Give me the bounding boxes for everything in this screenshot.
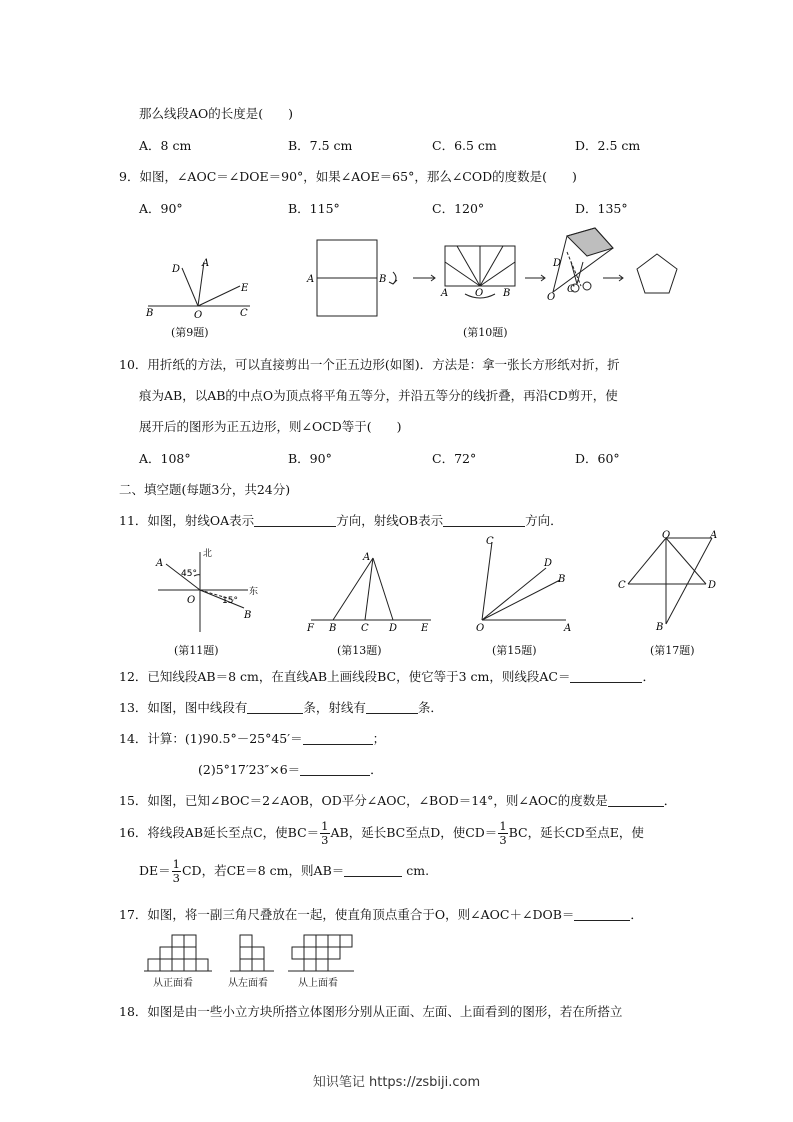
q9-option-d: D．135° — [575, 201, 628, 216]
fig13-label-e: E — [421, 623, 429, 632]
q8-option-c: C．6.5 cm — [432, 138, 497, 153]
q17-blank[interactable] — [574, 908, 630, 921]
q14-part-b: ； — [372, 731, 386, 746]
q15-part-a: 15．如图，已知∠BOC＝2∠AOB，OD平分∠AOC，∠BOD＝14°，则∠AOC的度数是 — [119, 793, 608, 808]
q13-blank-2[interactable] — [366, 701, 418, 714]
q9-option-c: C．120° — [432, 201, 485, 216]
fig9-caption: (第9题) — [171, 326, 209, 339]
q16-part-b: AB，延长BC至点D，使CD＝ — [330, 825, 498, 840]
q9-option-b: B．115° — [288, 201, 340, 216]
fig11-angle-15: 15° — [222, 596, 238, 606]
q14-stem-1 — [119, 729, 385, 747]
fig11-label-o: O — [187, 595, 196, 606]
q9-stem: 9．如图，∠AOC＝∠DOE＝90°，如果∠AOE＝65°，那么∠COD的度数是( ) — [119, 169, 577, 184]
q12-blank[interactable] — [570, 670, 642, 683]
fig15-label-o: O — [476, 623, 485, 634]
q16-stem-2 — [139, 858, 429, 885]
q16-part-e: CD，若CE＝8 cm，则AB＝ — [181, 863, 345, 878]
q16-fraction-1: $\frac{1}{3}$ — [321, 819, 329, 847]
fig10-label-b1: B — [379, 274, 387, 285]
fig10-label-b2: B — [503, 288, 511, 299]
q10-stem-line2: 痕为AB，以AB的中点O为顶点将平角五等分，并沿五等分的线折叠，再沿CD剪开，使 — [139, 388, 618, 403]
fig9-label-o: O — [194, 310, 203, 321]
figure-q10 — [305, 222, 695, 322]
fig9-label-d: D — [172, 264, 181, 275]
figure-q11 — [150, 546, 265, 636]
fig10-label-d: D — [553, 258, 562, 269]
q10-stem-line1: 10．用折纸的方法，可以直接剪出一个正五边形(如图)．方法是：拿一张长方形纸对折，折 — [119, 357, 620, 372]
fig10-label-a2: A — [441, 288, 449, 299]
q11-stem — [119, 511, 563, 529]
q14-blank-1[interactable] — [303, 732, 373, 745]
q8-option-d: D．2.5 cm — [575, 138, 641, 153]
q16-part-c: BC，延长CD至点E，使 — [508, 825, 644, 840]
fig10-caption: (第10题) — [463, 326, 508, 339]
q11-part-c: 方向． — [525, 513, 563, 528]
q11-part-b: 方向，射线OB表示 — [336, 513, 444, 528]
q13-blank-1[interactable] — [247, 701, 303, 714]
q16-fraction-2: $\frac{1}{3}$ — [499, 819, 507, 847]
fig13-caption: (第13题) — [337, 644, 382, 657]
fig9-label-a: A — [202, 258, 210, 269]
q11-blank-1[interactable] — [254, 514, 336, 527]
q16-stem-1 — [119, 820, 644, 847]
q15-stem — [119, 791, 676, 809]
fig15-label-d: D — [544, 558, 553, 569]
q18-stem: 18．如图是由一些小立方块所搭立体图形分别从正面、左面、上面看到的图形，若在所搭立 — [119, 1004, 623, 1019]
fig13-label-c: C — [361, 623, 369, 632]
fig11-caption: (第11题) — [174, 644, 219, 657]
fig17-label-b: B — [656, 622, 664, 633]
fig17-label-c: C — [618, 580, 626, 591]
q12-part-b: ． — [642, 669, 655, 684]
q14-part-a: 14．计算：(1)90.5°－25°45′＝ — [119, 731, 303, 746]
q16-part-d: DE＝ — [139, 863, 171, 878]
q11-part-a: 11．如图，射线OA表示 — [119, 513, 255, 528]
q14-blank-2[interactable] — [300, 763, 370, 776]
q10-option-a: A．108° — [139, 451, 191, 466]
fig17-label-a: A — [710, 530, 718, 541]
fig13-label-d: D — [389, 623, 398, 632]
fig15-label-c: C — [486, 536, 494, 547]
q10-option-d: D．60° — [575, 451, 620, 466]
q11-blank-2[interactable] — [443, 514, 525, 527]
figure-q15 — [472, 532, 582, 634]
q17-stem — [119, 905, 643, 923]
view-label-left: 从左面看 — [228, 978, 268, 989]
fig9-label-b: B — [146, 308, 154, 319]
q16-part-g: cm. — [402, 863, 430, 878]
fig9-label-c: C — [240, 308, 248, 319]
view-label-front: 从正面看 — [153, 978, 193, 989]
fig17-caption: (第17题) — [650, 644, 695, 657]
q10-option-b: B．90° — [288, 451, 332, 466]
section-2-heading: 二、填空题(每题3分，共24分) — [119, 482, 291, 497]
q16-part-a: 16．将线段AB延长至点C，使BC＝ — [119, 825, 320, 840]
q10-stem-line3: 展开后的图形为正五边形，则∠OCD等于( ) — [139, 419, 402, 434]
view-label-top: 从上面看 — [298, 978, 338, 989]
fig11-label-b: B — [244, 610, 252, 621]
fig9-label-e: E — [241, 283, 249, 294]
q10-option-c: C．72° — [432, 451, 477, 466]
fig10-label-a1: A — [307, 274, 315, 285]
fig10-label-c: C — [567, 284, 575, 295]
q14-part-d: ． — [370, 762, 383, 777]
fig10-label-o1: O — [475, 288, 484, 299]
q8-option-b: B．7.5 cm — [288, 138, 353, 153]
q13-part-a: 13．如图，图中线段有 — [119, 700, 248, 715]
figure-q13 — [303, 550, 438, 632]
q17-part-b: ． — [630, 907, 643, 922]
q8-stem-tail: 那么线段AO的长度是( ) — [139, 106, 294, 121]
q15-blank[interactable] — [608, 794, 664, 807]
fig13-label-f: F — [307, 623, 314, 632]
q14-part-c: (2)5°17′23″×6＝ — [198, 762, 301, 777]
fig11-east: 东 — [249, 587, 259, 597]
fig17-label-d: D — [708, 580, 717, 591]
q12-stem — [119, 667, 655, 685]
fig13-label-a: A — [363, 552, 371, 563]
q12-part-a: 12．已知线段AB＝8 cm，在直线AB上画线段BC，使它等于3 cm，则线段AC＝ — [119, 669, 571, 684]
q13-part-b: 条，射线有 — [303, 700, 366, 715]
fig11-north: 北 — [203, 549, 213, 559]
q16-fraction-3: $\frac{1}{3}$ — [172, 857, 180, 885]
q15-part-b: ． — [663, 793, 677, 808]
q13-stem — [119, 698, 443, 716]
fig15-caption: (第15题) — [492, 644, 537, 657]
fig17-label-o: O — [662, 530, 671, 541]
q8-option-a: A．8 cm — [139, 138, 192, 153]
q13-part-c: 条． — [417, 700, 443, 715]
q16-blank[interactable] — [344, 864, 402, 877]
fig13-label-b: B — [329, 623, 337, 632]
fig10-label-o2: O — [547, 292, 556, 303]
fig11-angle-45: 45° — [181, 569, 197, 579]
fig15-label-a: A — [564, 623, 572, 634]
footer-watermark: 知识笔记 https://zsbiji.com — [312, 1075, 481, 1090]
q17-part-a: 17．如图，将一副三角尺叠放在一起，使直角顶点重合于O，则∠AOC＋∠DOB＝ — [119, 907, 575, 922]
q14-stem-2 — [198, 760, 383, 778]
fig15-label-b: B — [558, 574, 566, 585]
fig11-label-a: A — [156, 558, 164, 569]
figure-q17 — [612, 530, 730, 634]
q9-option-a: A．90° — [139, 201, 183, 216]
